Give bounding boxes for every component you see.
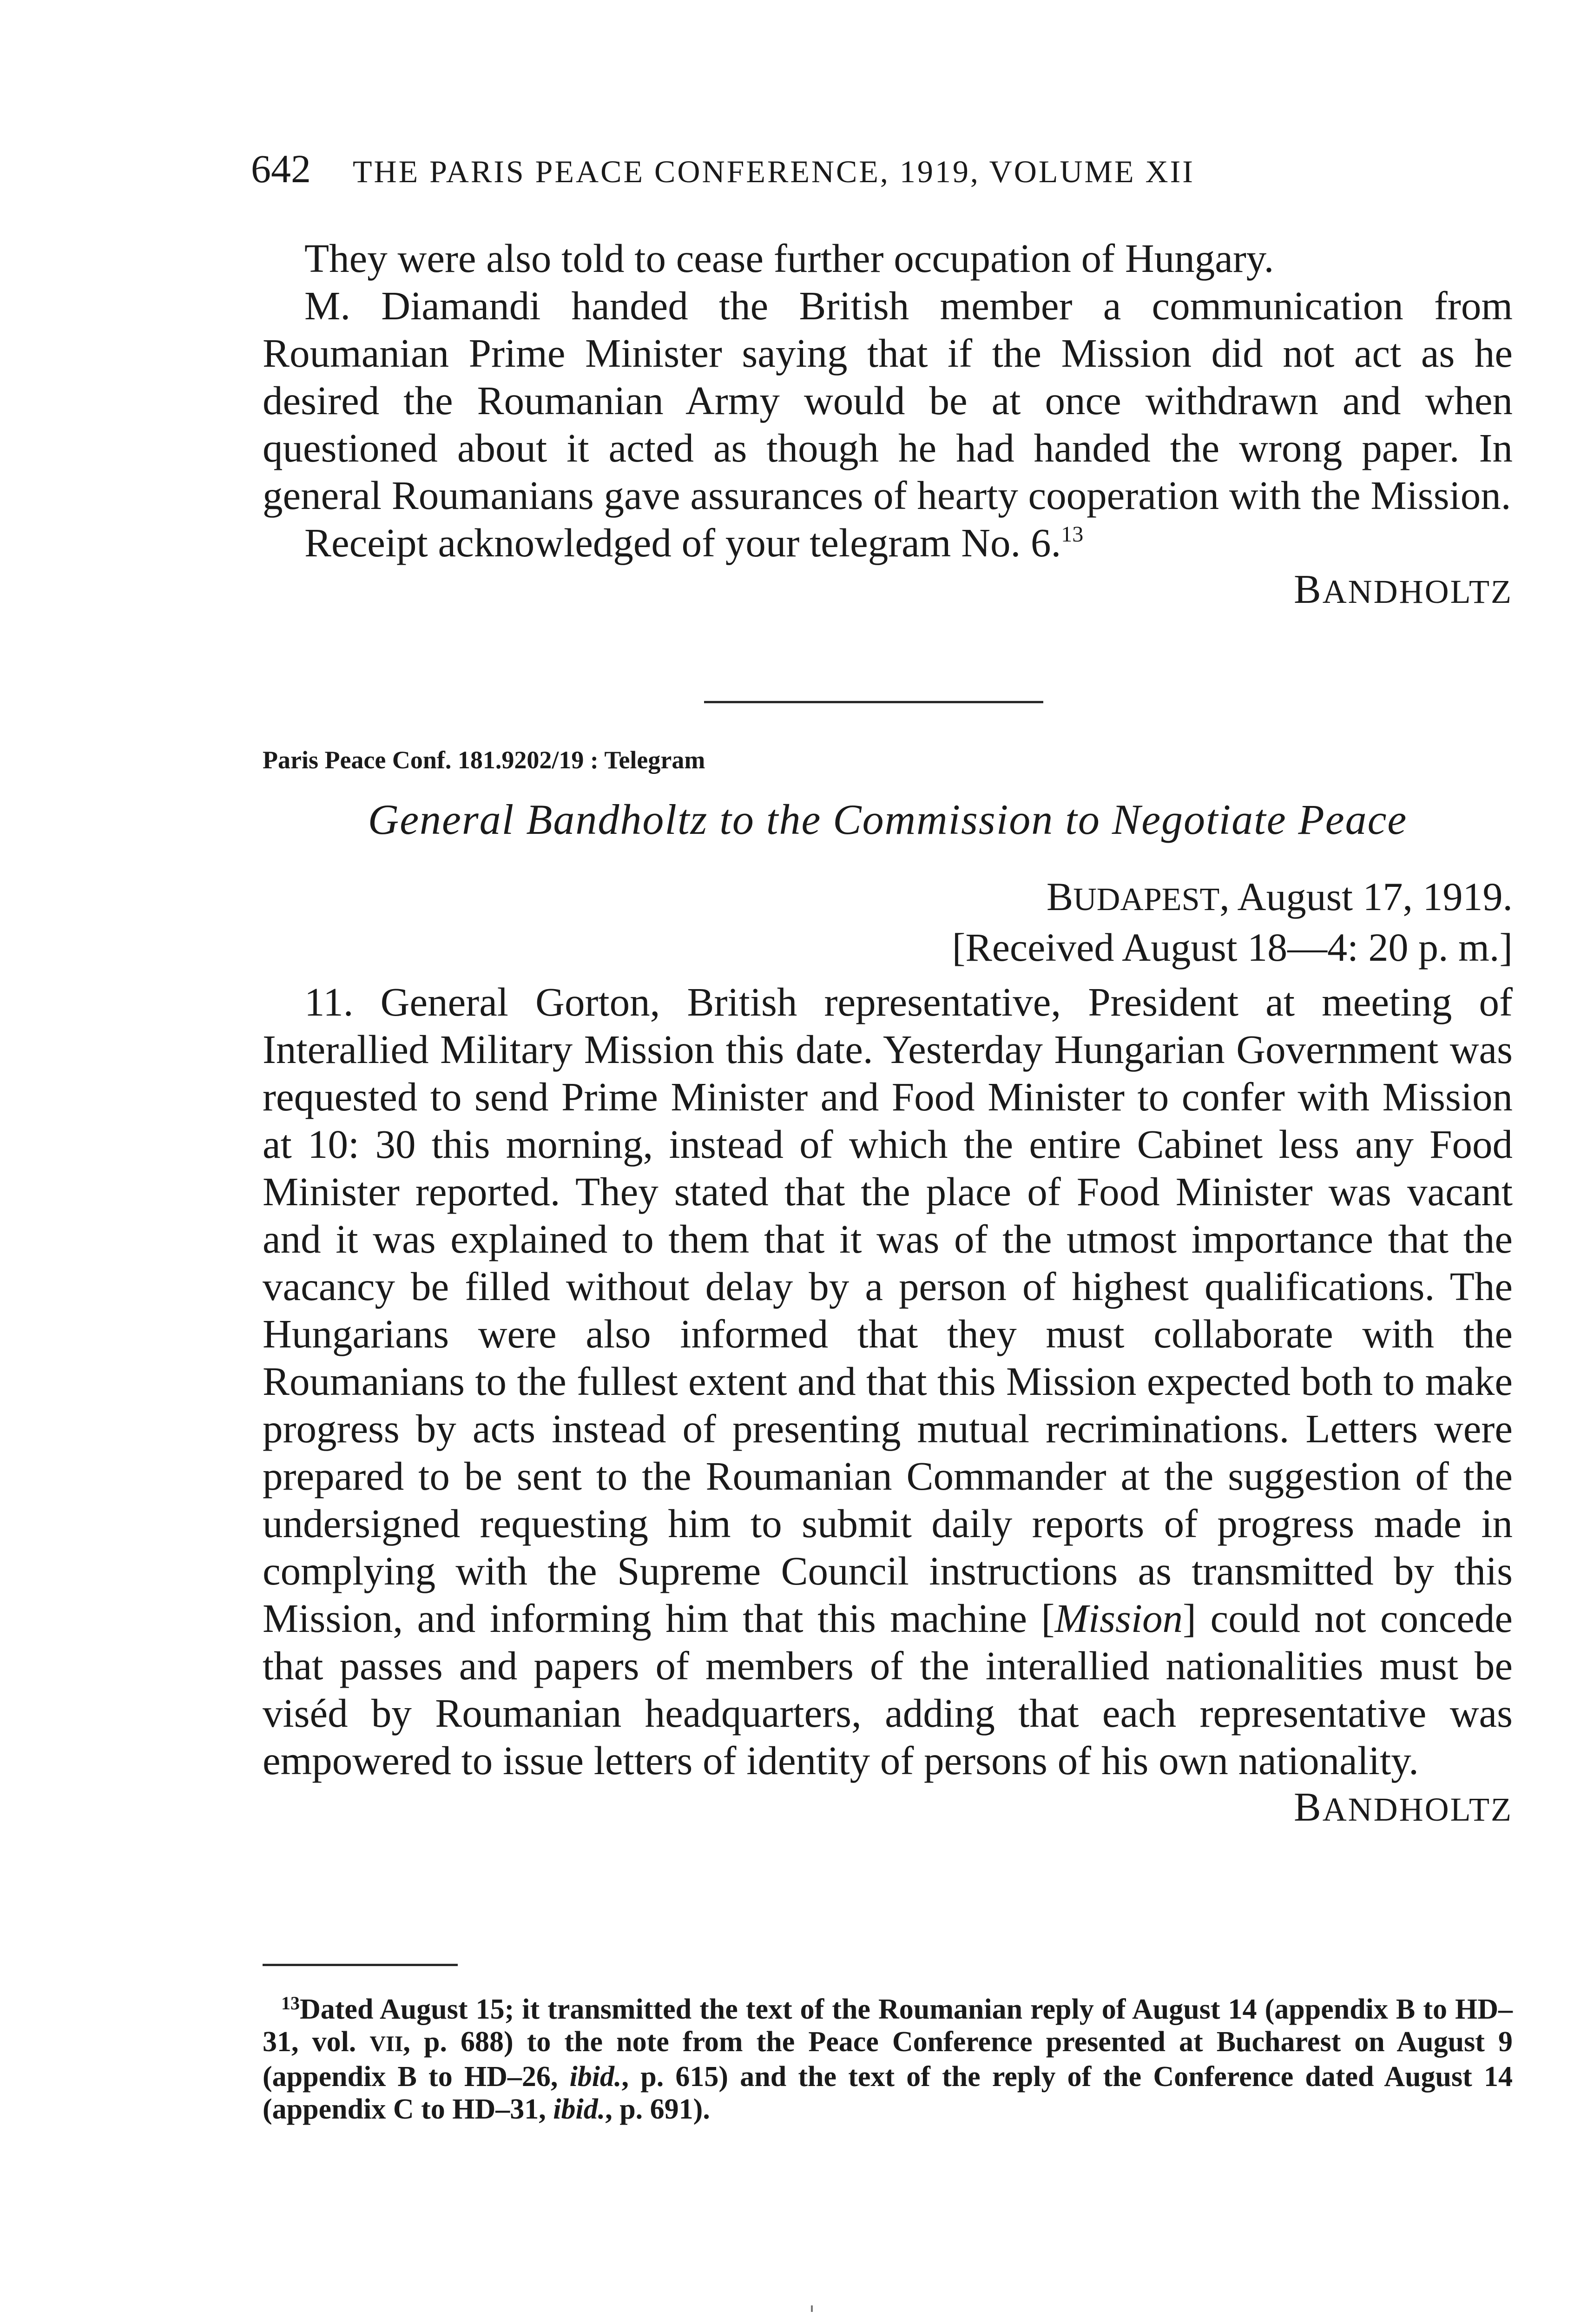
document-heading: General Bandholtz to the Commission to Negotiate Peace <box>368 796 1408 843</box>
dateline-date: , August 17, 1919. <box>1219 874 1513 919</box>
body-part-1: 11. General Gorton, British representative, President at meeting of Interallied Military Mission this date. Yesterday Hungarian Government was requested to send Prime Minister and Food Minister to confer with Mission at 10: 30 this morning, instead of which the entire Cabinet less any Food Minister reported. They stated that the place of Food Minister was vacant and it was explained to them that it was of the utmost importance that the vacancy be filled without delay by a person of highest qualifications. The Hungarians were also informed that they must collaborate with the Roumanians to the fullest extent and that this Mission expected both to make progress by acts instead of presenting mutual recriminations. Letters were prepared to be sent to the Roumanian Commander at the suggestion of the undersigned requesting him to submit daily reports of progress made in complying with the Supreme Council instructions as transmitted by this Mission, and informing him that this machine [ <box>263 979 1513 1641</box>
footnote-divider <box>263 1964 458 1966</box>
signature-initial: B <box>1293 567 1323 612</box>
footnote-vol-numeral: VII <box>369 2032 403 2056</box>
paragraph-receipt <box>263 519 1513 567</box>
dateline-place-rest: UDAPEST <box>1073 882 1220 918</box>
footnote-text-4: , p. 691). <box>605 2093 710 2125</box>
scan-speck <box>811 2305 813 2312</box>
signature-rest: ANDHOLTZ <box>1322 573 1513 610</box>
received-line: [Received August 18—4: 20 p. m.] <box>952 925 1513 970</box>
page-number: 642 <box>251 146 311 191</box>
footnote-text-3: , p. 615) and the text of the reply of the Conference dated August 14 (appendix C to HD–31, <box>263 2061 1513 2125</box>
footnote-text-2: , p. 688) to the note from the Peace Conference presented at Bucharest on August 9 (appendix B to HD–26, <box>263 2026 1513 2093</box>
telegram-body <box>263 978 1513 1784</box>
section-divider <box>704 701 1043 703</box>
running-head-title: THE PARIS PEACE CONFERENCE, 1919, VOLUME XII <box>353 154 1195 189</box>
footnote-ibid-2: ibid. <box>553 2093 606 2125</box>
dateline-place-initial: B <box>1046 874 1073 919</box>
footnote-marker: 13 <box>281 1993 300 2014</box>
dateline <box>263 873 1513 971</box>
receipt-text: Receipt acknowledged of your telegram No. 6. <box>304 520 1061 565</box>
running-head <box>251 148 1513 192</box>
body-part-2: ] could not concede that passes and papers of members of the interallied nationalities must be viséd by Roumanian headquarters, adding that each representative was empowered to issue letters of identity of persons of his own nationality. <box>263 1596 1513 1783</box>
paragraph-diamandi: M. Diamandi handed the British member a communication from Roumanian Prime Minister saying that if the Mission did not act as he desired the Roumanian Army would be at once withdrawn and when questioned about it acted as though he had handed the wrong paper. In general Roumanians gave assurances of hearty cooperation with the Mission. <box>263 283 1513 518</box>
second-document <box>263 978 1513 1833</box>
dateline-place-date <box>263 873 1513 924</box>
source-citation: Paris Peace Conf. 181.9202/19 : Telegram <box>263 746 705 774</box>
signature-bandholtz-2 <box>263 1784 1513 1833</box>
footnote-ibid-1: ibid. <box>569 2061 622 2093</box>
footnote-reference[interactable]: 13 <box>1061 522 1084 547</box>
signature-bandholtz-1 <box>263 567 1513 615</box>
paragraph-cease-occupation: They were also told to cease further occupation of Hungary. <box>304 236 1274 281</box>
footnote-text-1: Dated August 15; it transmitted the text of the Roumanian reply of August 14 (appendix B to HD–31, vol. <box>263 1994 1513 2058</box>
signature-rest: ANDHOLTZ <box>1322 1791 1513 1828</box>
signature-initial: B <box>1293 1785 1323 1830</box>
footnote-13 <box>263 1987 1513 2126</box>
body-italic-mission: Mission <box>1054 1596 1183 1641</box>
first-document <box>263 235 1513 615</box>
